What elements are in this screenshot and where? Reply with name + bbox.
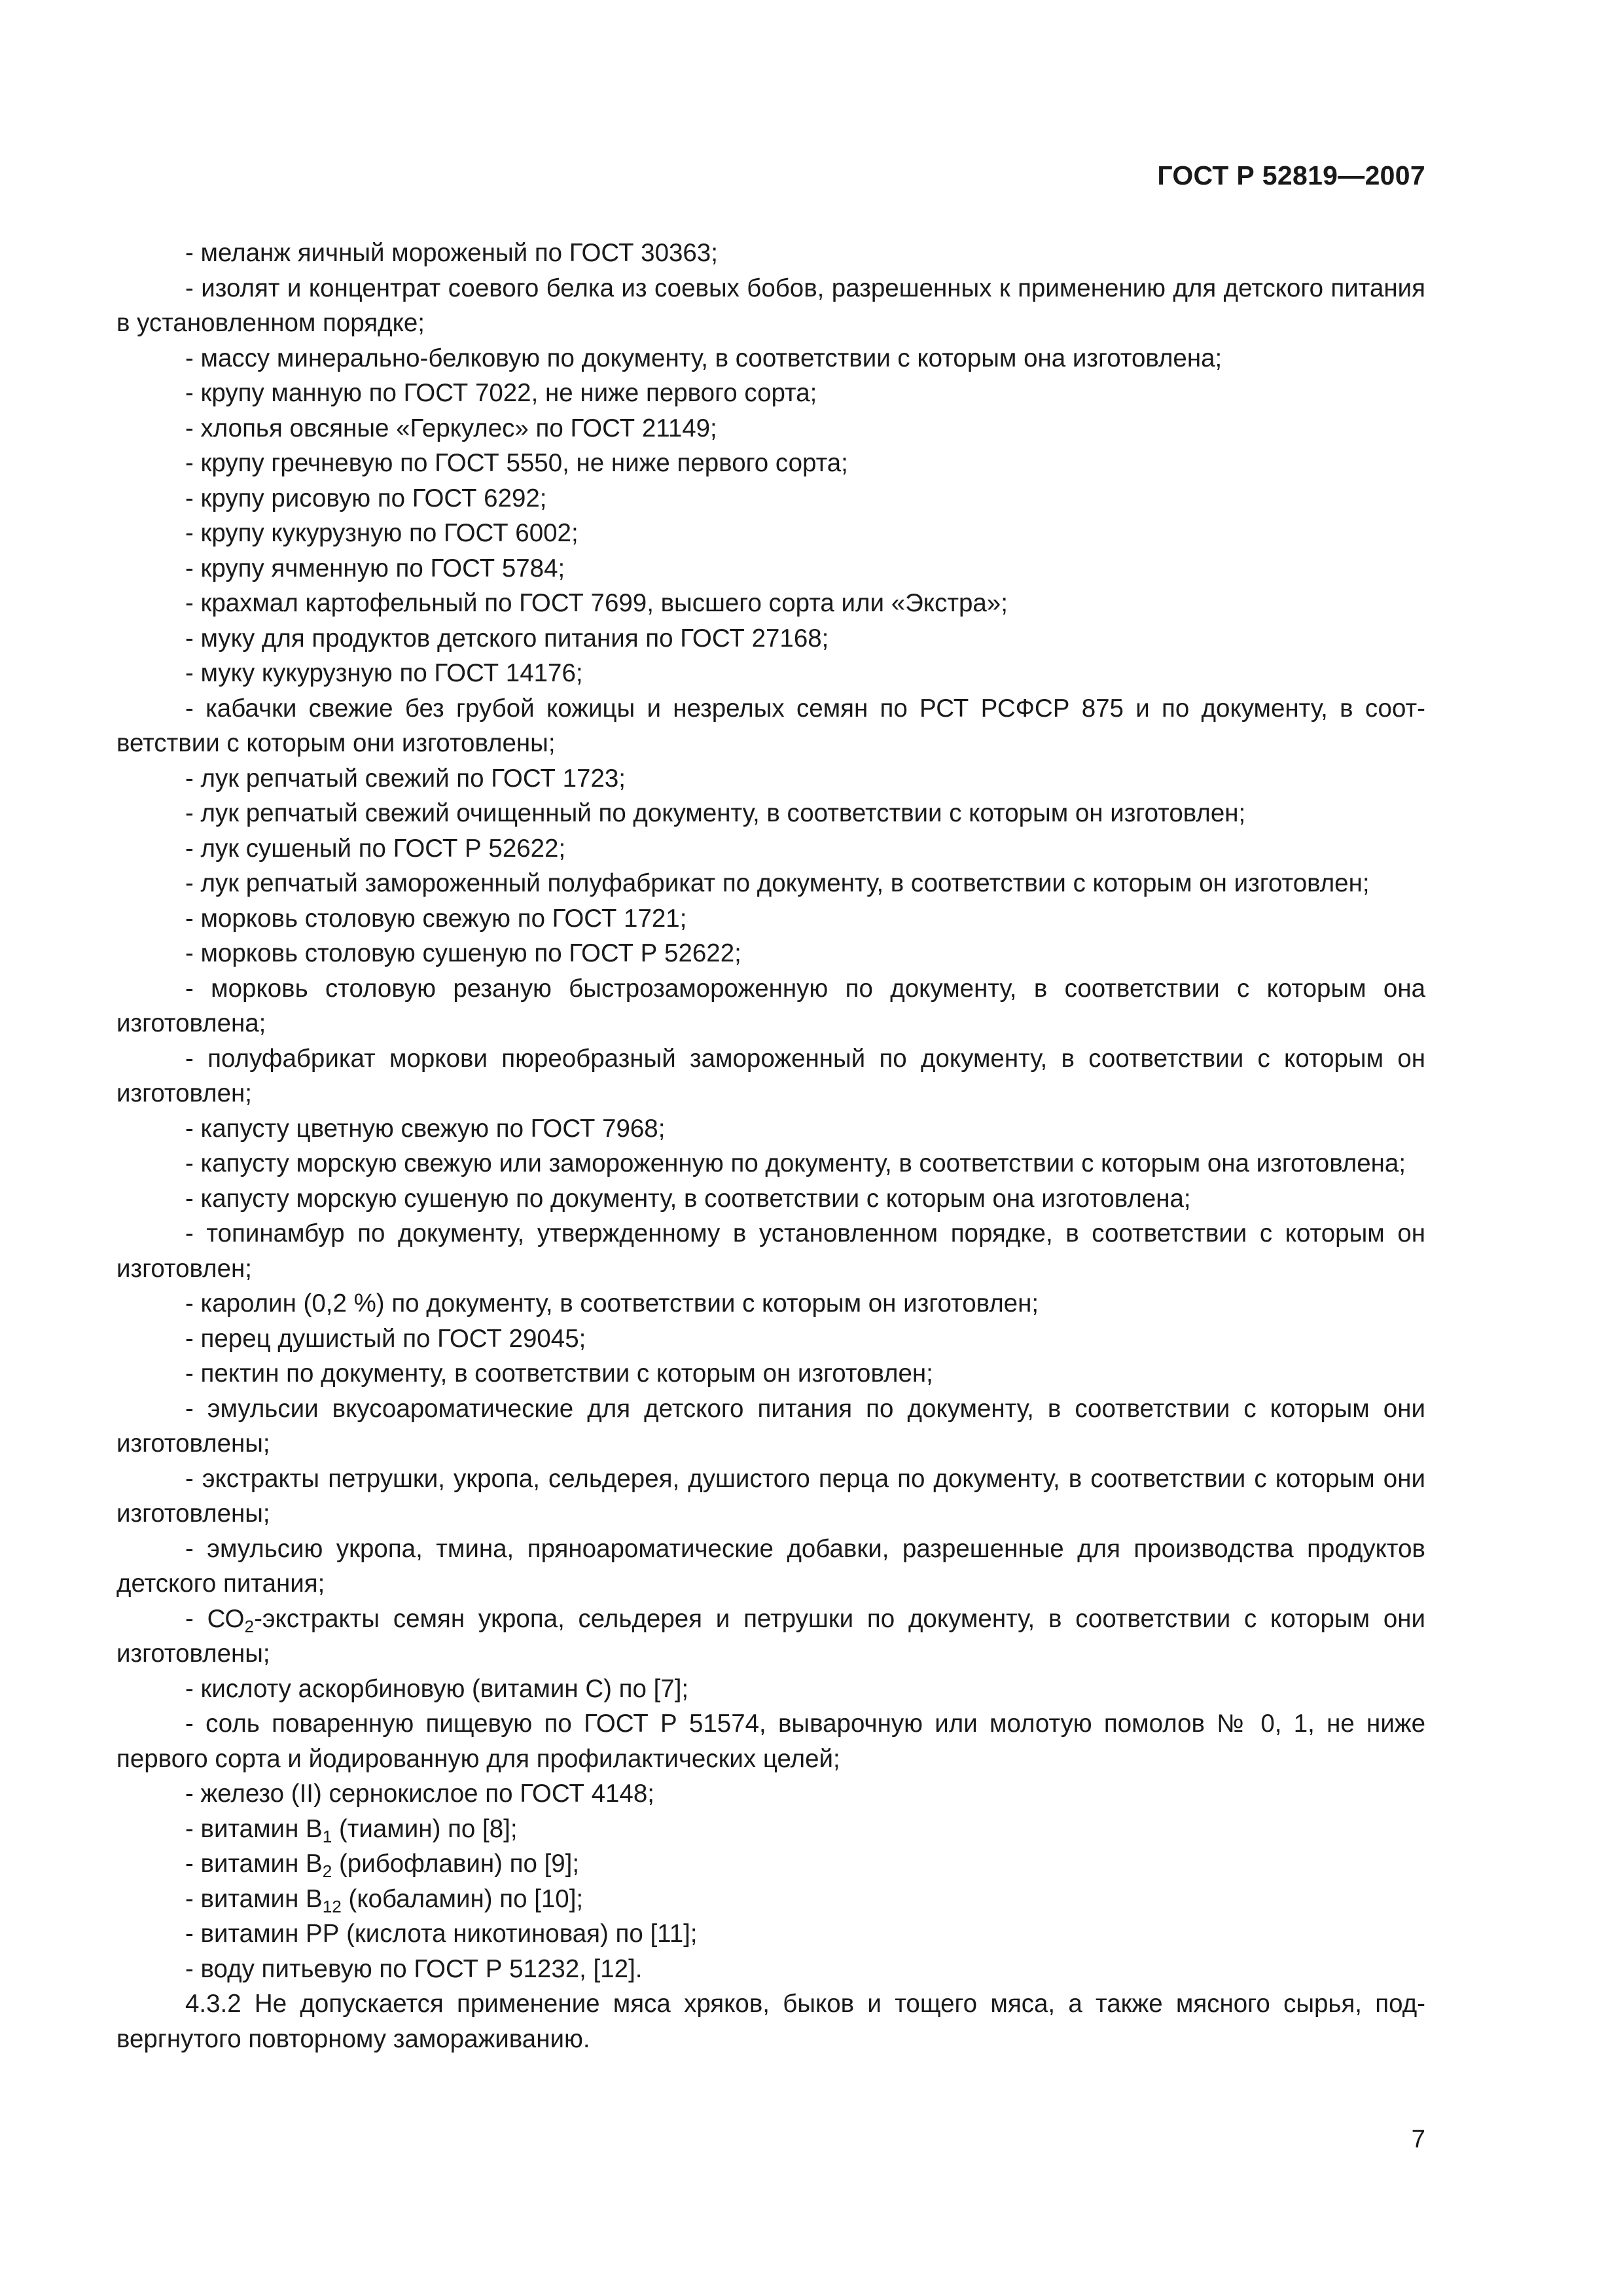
list-paragraph: - кабачки свежие без грубой кожицы и незрелых семян по РСТ РСФСР 875 и по документу, в соответствии с которым они изготовлены; [116,694,1425,757]
page-number: 7 [1411,2125,1425,2153]
list-paragraph: - морковь столовую резаную быстрозамороженную по документу, в соответствии с которым она изготовлена; [116,974,1425,1037]
subscript: 1 [322,1826,332,1846]
list-paragraph: - крахмал картофельный по ГОСТ 7699, высшего сорта или «Экстра»; [185,589,1008,617]
list-paragraph: - морковь столовую свежую по ГОСТ 1721; [185,904,687,933]
main-text-block [116,236,1425,2056]
paragraph-text-end: (рибофлавин) по [9]; [332,1850,580,1878]
list-paragraph: - муку для продуктов детского питания по ГОСТ 27168; [185,624,829,653]
list-paragraph: - пектин по документу, в соответствии с которым он изготовлен; [185,1359,933,1388]
list-paragraph: - крупу ячменную по ГОСТ 5784; [185,554,565,583]
list-paragraph: - хлопья овсяные «Геркулес» по ГОСТ 21149; [185,414,717,442]
paragraph-text-start: - витамин В [185,1814,323,1843]
list-paragraph: - лук репчатый свежий очищенный по документу, в соответствии с которым он изготовлен; [185,799,1246,827]
subscript: 2 [322,1861,332,1882]
list-paragraph [116,1812,1425,1847]
list-paragraph: - массу минерально-белковую по документу, в соответствии с которым она изготовлена; [185,344,1222,372]
list-paragraph: - крупу гречневую по ГОСТ 5550, не ниже первого сорта; [185,449,848,477]
list-paragraph: - экстракты петрушки, укропа, сельдерея, душистого перца по документу, в соответствии с которым они изготовлены; [116,1464,1425,1528]
list-paragraph: - лук репчатый свежий по ГОСТ 1723; [185,764,626,793]
list-paragraph: - каролин (0,2 %) по документу, в соответствии с которым он изготовлен; [185,1289,1039,1318]
paragraph-text-end: (кобаламин) по [10]; [341,1884,584,1913]
list-paragraph: - витамин РР (кислота никотиновая) по [11]; [185,1920,698,1948]
list-paragraph [116,1882,1425,1917]
list-paragraph: - морковь столовую сушеную по ГОСТ Р 52622; [185,939,741,967]
paragraph-text-end: -экстракты семян укропа, сельдерея и петрушки по документу, в соответствии с которым они изготовлены; [116,1604,1426,1668]
list-paragraph: - крупу рисовую по ГОСТ 6292; [185,484,547,512]
list-paragraph: - лук сушеный по ГОСТ Р 52622; [185,834,566,863]
list-paragraph: - воду питьевую по ГОСТ Р 51232, [12]. [185,1954,643,1983]
subscript: 12 [322,1896,342,1916]
paragraph-text-start: - витамин В [185,1850,323,1878]
list-paragraph: - меланж яичный мороженый по ГОСТ 30363; [185,239,718,267]
list-paragraph: - капусту морскую сушеную по документу, в соответствии с которым она изготовлена; [185,1184,1191,1213]
subscript: 2 [244,1616,255,1636]
list-paragraph: - капусту морскую свежую или замороженную по документу, в соответствии с которым она изготовлена; [185,1149,1406,1177]
list-paragraph: 4.3.2 Не допускается применение мяса хряков, быков и тощего мяса, а также мясного сырья, подвергнутого повторному замораживанию. [116,1990,1425,2053]
paragraph-text-start: - витамин В [185,1884,323,1913]
list-paragraph: - крупу кукурузную по ГОСТ 6002; [185,519,579,547]
list-paragraph: - изолят и концентрат соевого белка из соевых бобов, разрешенных к применению для детского питания в установленном порядке; [116,274,1425,337]
list-paragraph: - крупу манную по ГОСТ 7022, не ниже первого сорта; [185,379,817,407]
list-paragraph: - эмульсии вкусоароматические для детского питания по документу, в соответствии с которым они изготовлены; [116,1394,1425,1458]
list-paragraph: - железо (II) сернокислое по ГОСТ 4148; [185,1780,654,1808]
list-paragraph: - кислоту аскорбиновую (витамин С) по [7]; [185,1674,689,1703]
list-paragraph: - топинамбур по документу, утвержденному в установленном порядке, в соответствии с которым он изготовлен; [116,1219,1425,1283]
list-paragraph: - полуфабрикат моркови пюреобразный замороженный по документу, в соответствии с которым он изготовлен; [116,1044,1425,1107]
paragraph-text-end: (тиамин) по [8]; [332,1814,518,1843]
document-code-header: ГОСТ Р 52819—2007 [1157,160,1425,190]
list-paragraph [116,1602,1425,1672]
list-paragraph [116,1846,1425,1882]
paragraph-text-start: - СО [185,1604,245,1633]
list-paragraph: - соль поваренную пищевую по ГОСТ Р 51574, выварочную или молотую помолов № 0, 1, не ниже первого сорта и йодированную для профилактических целей; [116,1710,1425,1773]
list-paragraph: - эмульсию укропа, тмина, пряноароматические добавки, разрешенные для производства продуктов детского питания; [116,1534,1425,1598]
list-paragraph: - муку кукурузную по ГОСТ 14176; [185,659,583,687]
list-paragraph: - перец душистый по ГОСТ 29045; [185,1324,586,1353]
list-paragraph: - капусту цветную свежую по ГОСТ 7968; [185,1114,666,1143]
list-paragraph: - лук репчатый замороженный полуфабрикат по документу, в соответствии с которым он изготовлен; [185,869,1370,897]
